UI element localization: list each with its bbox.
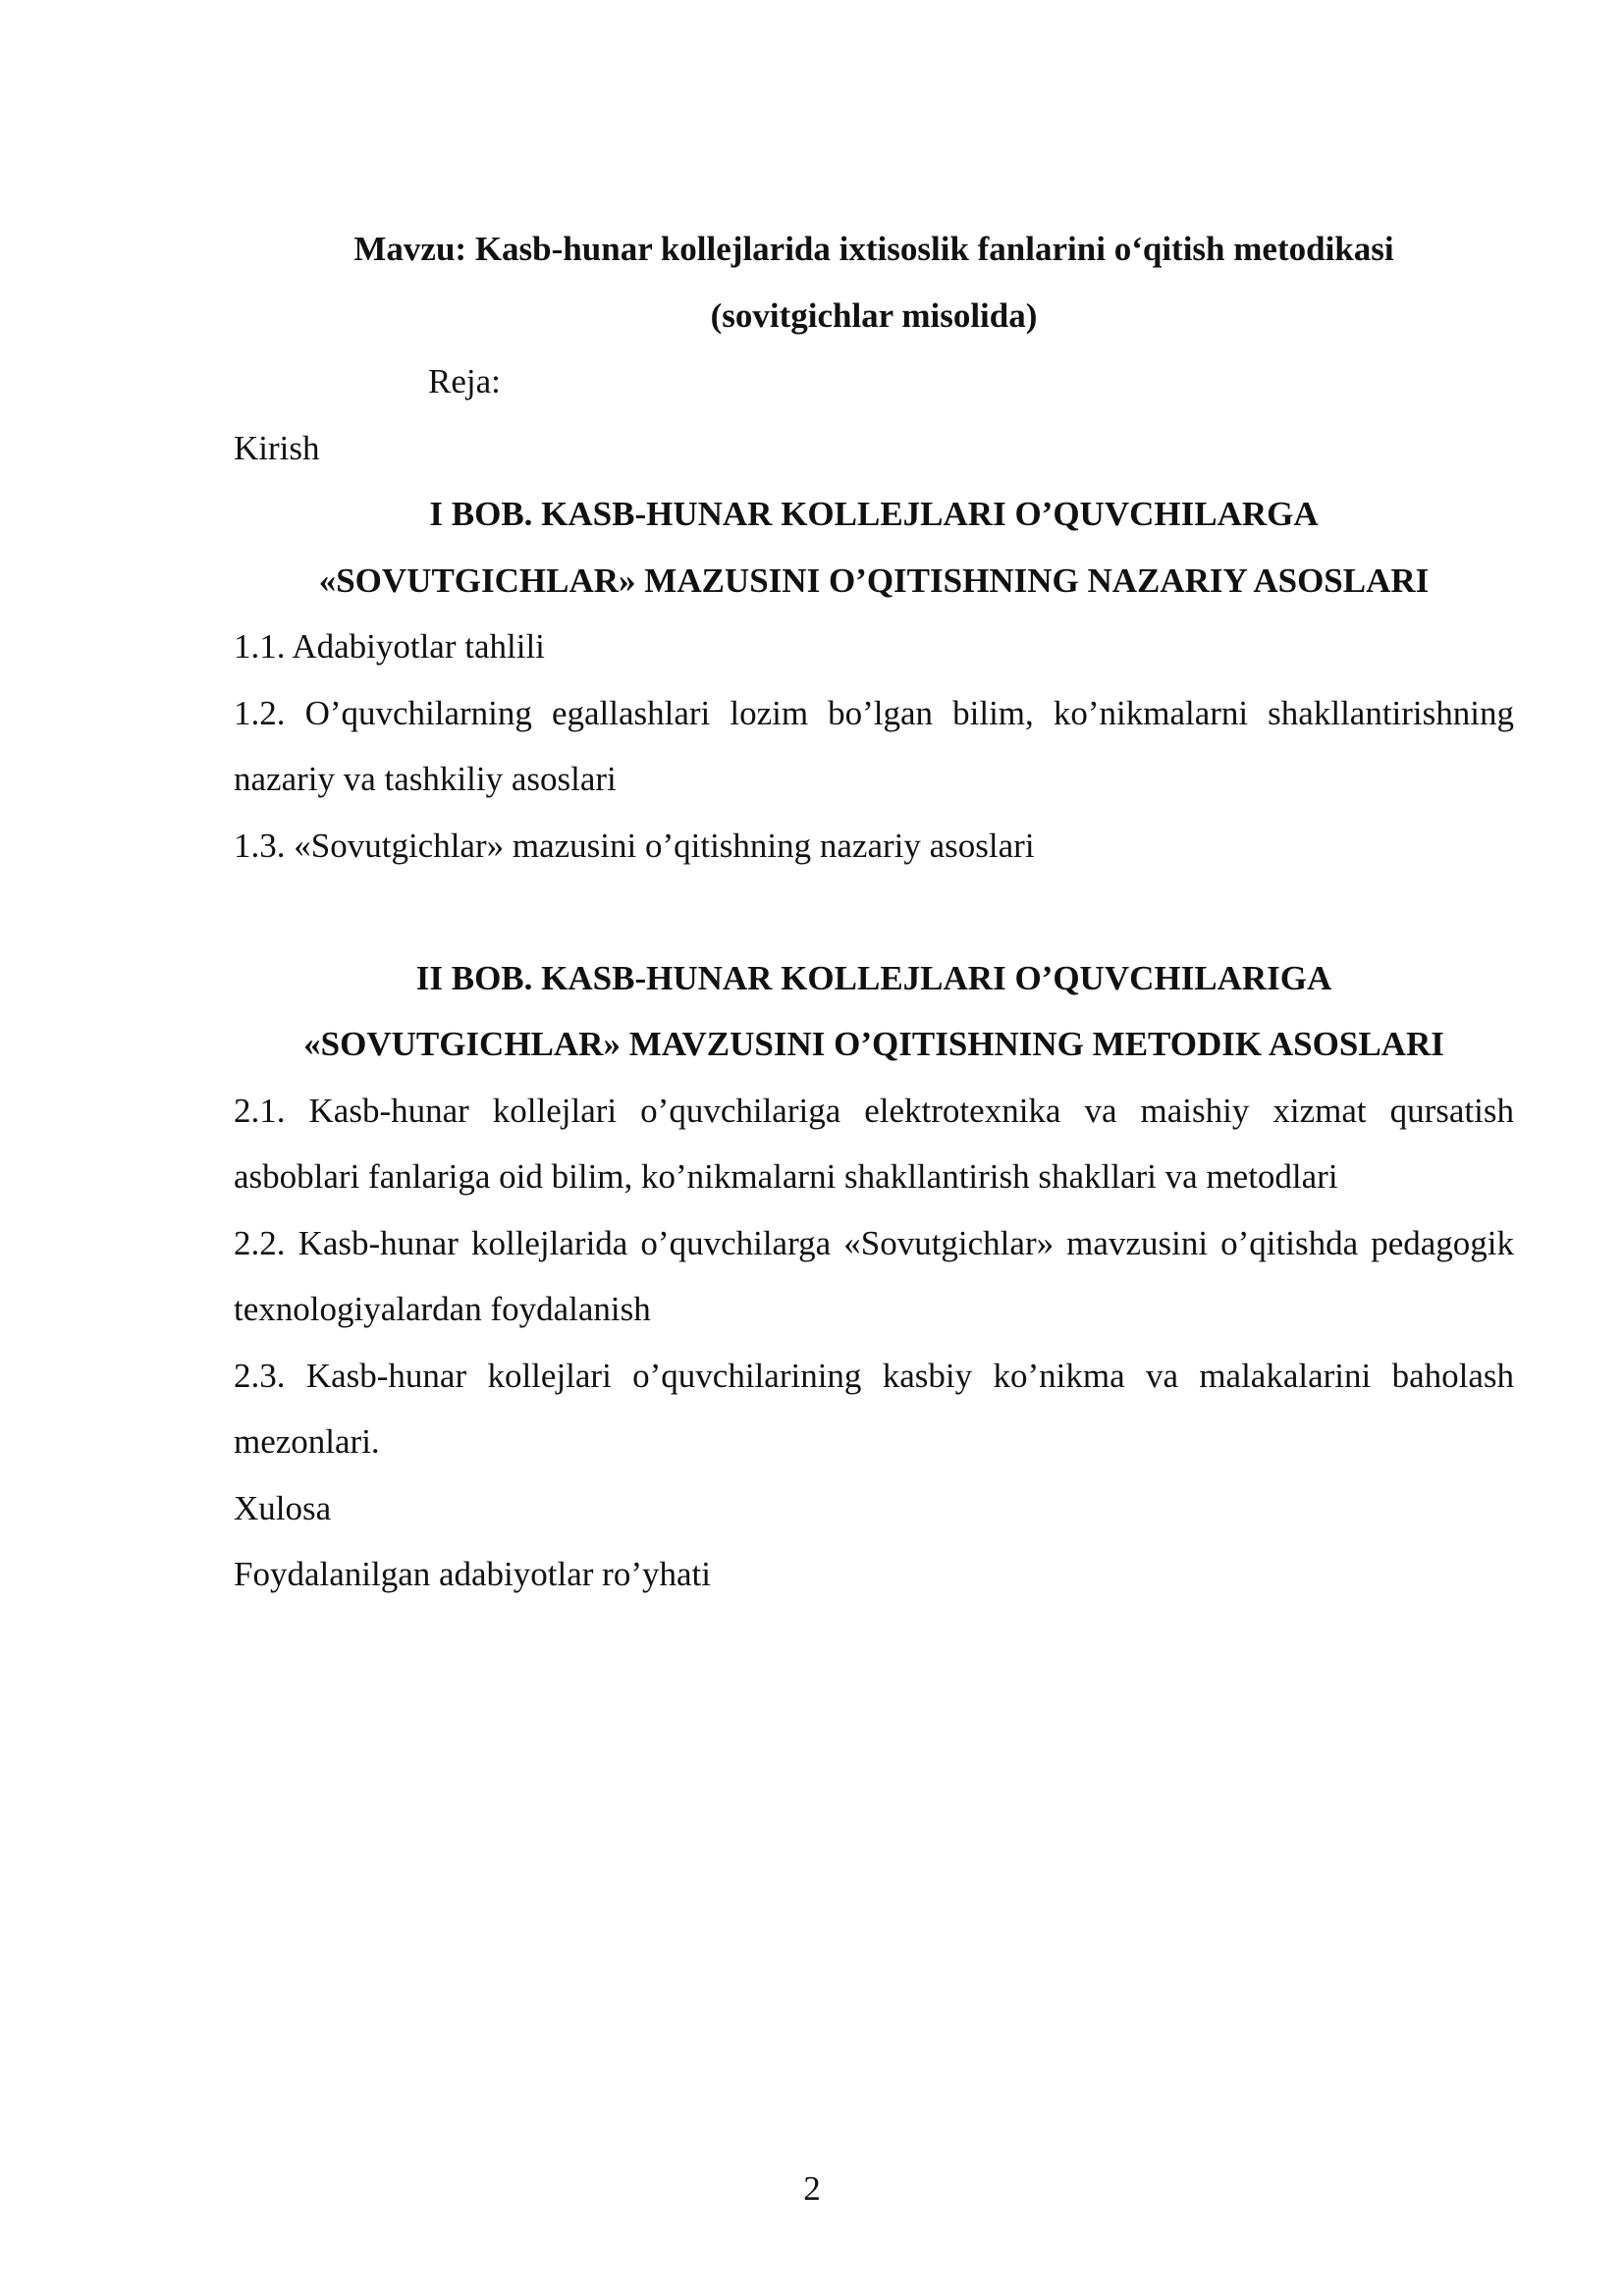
conclusion-item: Xulosa (234, 1488, 332, 1527)
intro-item: Kirish (234, 428, 320, 467)
section-gap (234, 879, 1514, 945)
chapter-1-heading-line-1: I BOB. KASB-HUNAR KOLLEJLARI O’QUVCHILARGA (429, 495, 1319, 533)
chapter-2-item: 2.3. Kasb-hunar kollejlari o’quvchilarining kasbiy ko’nikma va malakalarini baholash mezonlari. (234, 1356, 1514, 1461)
chapter-1-heading-line-2: «SOVUTGICHLAR» MAZUSINI O’QITISHNING NAZARIY ASOSLARI (318, 561, 1430, 600)
chapter-2-heading-line-2: «SOVUTGICHLAR» MAVZUSINI O’QITISHNING METODIK ASOSLARI (303, 1025, 1444, 1063)
chapter-2-item: 2.1. Kasb-hunar kollejlari o’quvchilariga elektrotexnika va maishiy xizmat qursatish asboblari fanlariga oid bilim, ko’nikmalarni shakllantirish shakllari va metodlari (234, 1091, 1514, 1196)
document-title-line-2: (sovitgichlar misolida) (710, 295, 1038, 335)
chapter-2-item: 2.2. Kasb-hunar kollejlarida o’quvchilarga «Sovutgichlar» mavzusini o’qitishda pedagogik texnologiyalardan foydalanish (234, 1223, 1514, 1328)
plan-label: Reja: (428, 362, 501, 400)
chapter-1-item: 1.2. O’quvchilarning egallashlari lozim bo’lgan bilim, ko’nikmalarni shakllantirishning nazariy va tashkiliy asoslari (234, 693, 1514, 798)
document-title-line-1: Mavzu: Kasb-hunar kollejlarida ixtisoslik fanlarini o‘qitish metodikasi (353, 230, 1394, 268)
chapter-1-item: 1.3. «Sovutgichlar» mazusini o’qitishning nazariy asoslari (234, 826, 1035, 865)
references-item: Foydalanilgan adabiyotlar ro’yhati (234, 1555, 711, 1593)
chapter-2-heading-line-1: II BOB. KASB-HUNAR KOLLEJLARI O’QUVCHILARIGA (415, 958, 1332, 997)
chapter-1-item: 1.1. Adabiyotlar tahlili (234, 627, 545, 666)
document-page (234, 216, 1514, 1608)
page-number: 2 (803, 2169, 821, 2208)
